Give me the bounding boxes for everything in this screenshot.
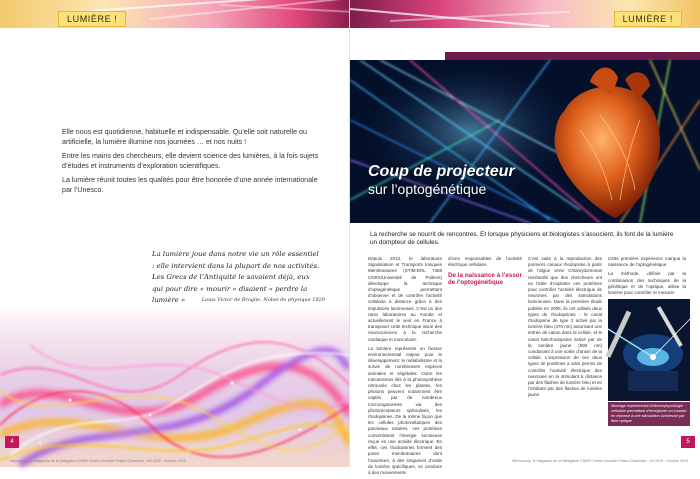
intro-paragraph: Entre les mains des chercheurs, elle devient science des lumières, à la fois sujets d’études et instruments d’exploration scientifiques. <box>62 152 319 170</box>
text-column-3 <box>528 256 602 402</box>
text-column-1 <box>368 256 442 479</box>
right-page <box>350 0 700 475</box>
left-page <box>0 0 350 467</box>
footer-text: Microscoop, le magazine de la Délégation CNRS Centre Limousin Poitou-Charentes - #S 2015 - Octobre 2015 <box>10 459 186 463</box>
section-label: LUMIÈRE ! <box>58 11 126 27</box>
hero-title: Coup de projecteur <box>368 163 515 180</box>
intro-paragraph: La lumière réunit toutes les qualités pour être honorée d’une année internationale par l’Unesco. <box>62 176 318 194</box>
paragraph: La méthode, définie par la combinaison des techniques de la génétique et de l’optique, utilise la lumière pour contrôler et mesurer <box>608 271 686 296</box>
page-number: 5 <box>681 436 695 448</box>
intro-paragraph: Elle nous est quotidienne, habituelle et indispensable. Qu’elle soit naturelle ou artificielle, la lumière illumine nos journées … et nos nuits ! <box>62 128 307 146</box>
quote-text: La lumière joue dans notre vie un rôle essentiel : elle intervient dans la plupart de nos activités. Les Grecs de l’Antiquité le savaient déjà, eux qui pour dire « mourir » disaient « perdre la lumière » <box>152 250 320 304</box>
page-number: 4 <box>5 436 19 448</box>
intro-text <box>62 128 324 201</box>
footer-text: Microscoop, le magazine de la Délégation CNRS Centre Limousin Poitou-Charentes - #S 2015 - Octobre 2015 <box>512 459 688 463</box>
paragraph: Depuis 2013, le laboratoire Signalisation et Transports Ioniques Membranaires (STIM-ERL 7368 CNRS/Université de Poitiers) développe la technique d’optogénétique permettant d’observer et de contrôler l’activité cellulaire à distance grâce à des impulsions lumineuses. C’est un des rares laboratoires au monde et actuellement le seul en France à transposer cette technique issue des neurosciences à la recherche cardiaque et musculaire. <box>368 256 442 342</box>
text-column-2 <box>448 256 522 289</box>
paragraph: La lumière représente un facteur environnemental majeur pour le développement, le métabolisme et la survie de nombreuses espèces animales et végétales. Outre les mécanismes liés à la photosynthèse retrouvés chez les plantes, les photons peuvent notamment être captés par de nombreux microorganismes via des photorécepteurs spécialisés, les rhodopsines. De la même façon que les cellules photovoltaïques des panneaux solaires, ces protéines convertissent l’énergie lumineuse reçue en une activité électrique. En effet, ces rhodopsines forment des pores membranaires dont l’ouverture, à des longueurs d’onde de lumière spécifiques, va conduire à des mouvements <box>368 345 442 475</box>
paragraph: Cette première expérience marqua la naissance de l’optogénétique. <box>608 256 686 268</box>
hero-subtitle: sur l’optogénétique <box>368 181 487 197</box>
photo-caption: Montage expérimental d’électrophysiologie cellulaire permettant d’enregistrer un courant en réponse à une stimulation lumineuse par fibre optique <box>608 402 690 426</box>
section-subheading: De la naissance à l’essor de l’optogénétique <box>448 272 522 287</box>
paragraph: C’est suite à la reproduction des premiers canaux rhodopsine à partir de l’algue verte Chlamydomonas reinhardtii que des chercheurs ont eu l’idée d’exploiter ces protéines pour contrôler l’activité électrique de neurones par des stimulations lumineuses. Dans la première étude publiée en 2005, ils ont utilisés deux types de rhodopsines : le canal rhodopsine de type 2 activé par la lumière bleu (470 nm) autorisant une entrée de cation dans la cellule, et le canal halorhodopsine activé par de la lumière jaune (590 nm) conduisant à une sortie d’anion de la cellule. L’expression de ces deux types de protéines a ainsi permis de contrôler l’activité électrique des neurones en la stimulant à distance par des flashes de lumière bleu et en l’inhibant par des flashes de lumière jaune. <box>528 256 602 398</box>
paragraph: d’ions responsables de l’activité électrique cellulaire. <box>448 256 522 268</box>
top-banner <box>0 0 350 28</box>
hero-image <box>350 60 700 223</box>
lead-paragraph: La recherche se nourrit de rencontres. Et lorsque physiciens et biologistes s’associent, ils font de la lumière un dompteur de cellules. <box>370 231 674 247</box>
decorative-strip <box>445 52 700 60</box>
light-streaks-image <box>0 305 350 467</box>
lab-setup-photo <box>608 299 690 401</box>
quote-author: Louis Victor de Broglie, Nobel de physique 1929 <box>201 297 325 303</box>
text-column-4 <box>608 256 686 299</box>
section-label: LUMIÈRE ! <box>614 11 682 27</box>
